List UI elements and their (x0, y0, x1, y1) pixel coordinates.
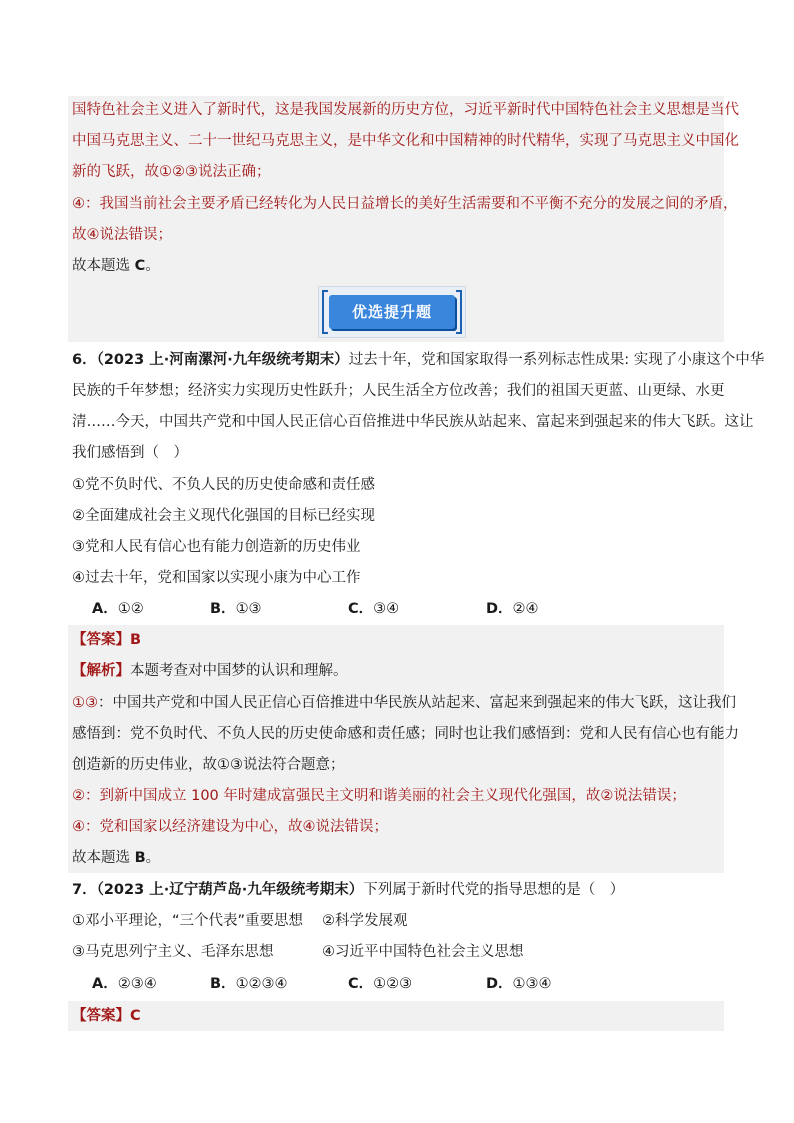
analysis-text: ：到新中国成立 100 年时建成富强民主文明和谐美丽的社会主义现代化强国，故②说法错误； (85, 788, 686, 804)
answer-value: C (130, 1008, 141, 1024)
q7-item-4: ④习近平中国特色社会主义思想 (322, 944, 524, 960)
q6-option-d (486, 599, 539, 619)
option-letter: C． (348, 976, 374, 992)
option-text: ①② (117, 601, 144, 617)
q6-item-1: ①党不负时代、不负人民的历史使命感和责任感 (72, 477, 375, 493)
conclusion-prefix: 故本题选 (72, 258, 135, 274)
option-letter: A． (92, 976, 118, 992)
analysis-intro-text: 本题考查对中国梦的认识和理解。 (130, 663, 348, 679)
option-letter: D． (486, 976, 513, 992)
q7-option-c (348, 974, 412, 994)
q6-analysis-1-line-1 (72, 693, 736, 713)
top-analysis-line-3: 新的飞跃，故①②③说法正确； (72, 164, 271, 180)
conclusion-letter: C (134, 258, 146, 274)
analysis-tag: 【解析】 (72, 663, 130, 679)
q6-stem-line-3: 清……今天，中国共产党和中国人民正信心百倍推进中华民族从站起来、富起来到强起来的伟大飞跃。这让 (72, 414, 754, 430)
answer-tag: 【答案】 (72, 1008, 130, 1024)
option-letter: B． (210, 601, 236, 617)
q7-answer (72, 1006, 141, 1026)
q6-analysis-intro (72, 661, 348, 681)
analysis-mark: ④ (72, 819, 85, 835)
q7-answer-background (68, 1001, 724, 1031)
option-text: ①②③④ (235, 976, 288, 992)
q6-item-3: ③党和人民有信心也有能力创造新的历史伟业 (72, 539, 361, 555)
q6-number: 6． (72, 352, 97, 368)
q7-option-d (486, 974, 552, 994)
analysis-mark: ② (72, 788, 85, 804)
top-analysis-line-1: 国特色社会主义进入了新时代，这是我国发展新的历史方位，习近平新时代中国特色社会主义思想是当代 (72, 102, 739, 118)
q6-stem-line-4: 我们感悟到（ ） (72, 445, 188, 461)
option-letter: B． (210, 976, 236, 992)
answer-tag: 【答案】 (72, 632, 130, 648)
q7-stem (72, 880, 624, 900)
banner-bracket-left (322, 290, 328, 334)
q7-option-b (210, 974, 288, 994)
q6-analysis-3 (72, 817, 388, 837)
analysis-text: ：党和国家以经济建设为中心，故④说法错误； (85, 819, 388, 835)
q6-analysis-1-line-3: 创造新的历史伟业，故①③说法符合题意； (72, 757, 345, 773)
q6-option-b (210, 599, 262, 619)
top-analysis-background (68, 96, 724, 286)
q7-item-1: ①邓小平理论，“三个代表”重要思想 (72, 913, 304, 929)
option-text: ①②③ (373, 976, 413, 992)
q6-item-2: ②全面建成社会主义现代化强国的目标已经实现 (72, 508, 375, 524)
conclusion-letter: B (134, 850, 146, 866)
option-text: ②④ (512, 601, 539, 617)
q6-item-4: ④过去十年，党和国家以实现小康为中心工作 (72, 570, 361, 586)
option-letter: D． (486, 601, 513, 617)
option-text: ①③ (235, 601, 262, 617)
q7-stem-text: 下列属于新时代党的指导思想的是（ ） (363, 882, 625, 898)
conclusion-suffix: 。 (145, 258, 160, 274)
q7-item-3: ③马克思列宁主义、毛泽东思想 (72, 944, 274, 960)
q7-number: 7． (72, 882, 97, 898)
q6-stem-line-1 (72, 350, 764, 370)
top-analysis-line-4: ④：我国当前社会主要矛盾已经转化为人民日益增长的美好生活需要和不平衡不充分的发展之间的矛盾， (72, 196, 738, 212)
conclusion-prefix: 故本题选 (72, 850, 135, 866)
q6-option-a (92, 599, 144, 619)
q6-source: （2023 上·河南漯河·九年级统考期末） (96, 352, 349, 368)
banner-label: 优选提升题 (351, 303, 432, 321)
q6-analysis-1-line-2: 感悟到：党不负时代、不负人民的历史使命感和责任感；同时也让我们感悟到：党和人民有信心也有能力 (72, 726, 739, 742)
top-conclusion (72, 256, 160, 276)
option-text: ①③④ (512, 976, 552, 992)
option-text: ②③④ (117, 976, 157, 992)
analysis-mark: ①③ (72, 695, 98, 711)
option-letter: A． (92, 601, 118, 617)
analysis-text: ：中国共产党和中国人民正信心百倍推进中华民族从站起来、富起来到强起来的伟大飞跃，这让我们 (98, 695, 736, 711)
q6-analysis-2 (72, 786, 686, 806)
q6-answer (72, 630, 141, 650)
option-letter: C． (348, 601, 374, 617)
top-analysis-line-5: 故④说法错误； (72, 227, 172, 243)
section-banner (318, 286, 466, 338)
conclusion-suffix: 。 (145, 850, 161, 866)
top-analysis-line-2: 中国马克思主义、二十一世纪马克思主义，是中华文化和中国精神的时代精华，实现了马克思主义中国化 (72, 133, 739, 149)
q6-stem-line-2: 民族的千年梦想；经济实力实现历史性跃升；人民生活全方位改善；我们的祖国天更蓝、山更绿、水更 (72, 383, 725, 399)
q7-item-2: ②科学发展观 (322, 913, 408, 929)
option-text: ③④ (373, 601, 400, 617)
q6-option-c (348, 599, 399, 619)
banner-bracket-right (456, 290, 462, 334)
q7-source: （2023 上·辽宁葫芦岛·九年级统考期末） (96, 882, 364, 898)
banner-button-shape (329, 295, 455, 329)
answer-value: B (130, 632, 142, 648)
q7-option-a (92, 974, 157, 994)
q6-conclusion (72, 848, 160, 868)
q6-stem-text-1: 过去十年，党和国家取得一系列标志性成果: 实现了小康这个中华 (348, 352, 765, 368)
